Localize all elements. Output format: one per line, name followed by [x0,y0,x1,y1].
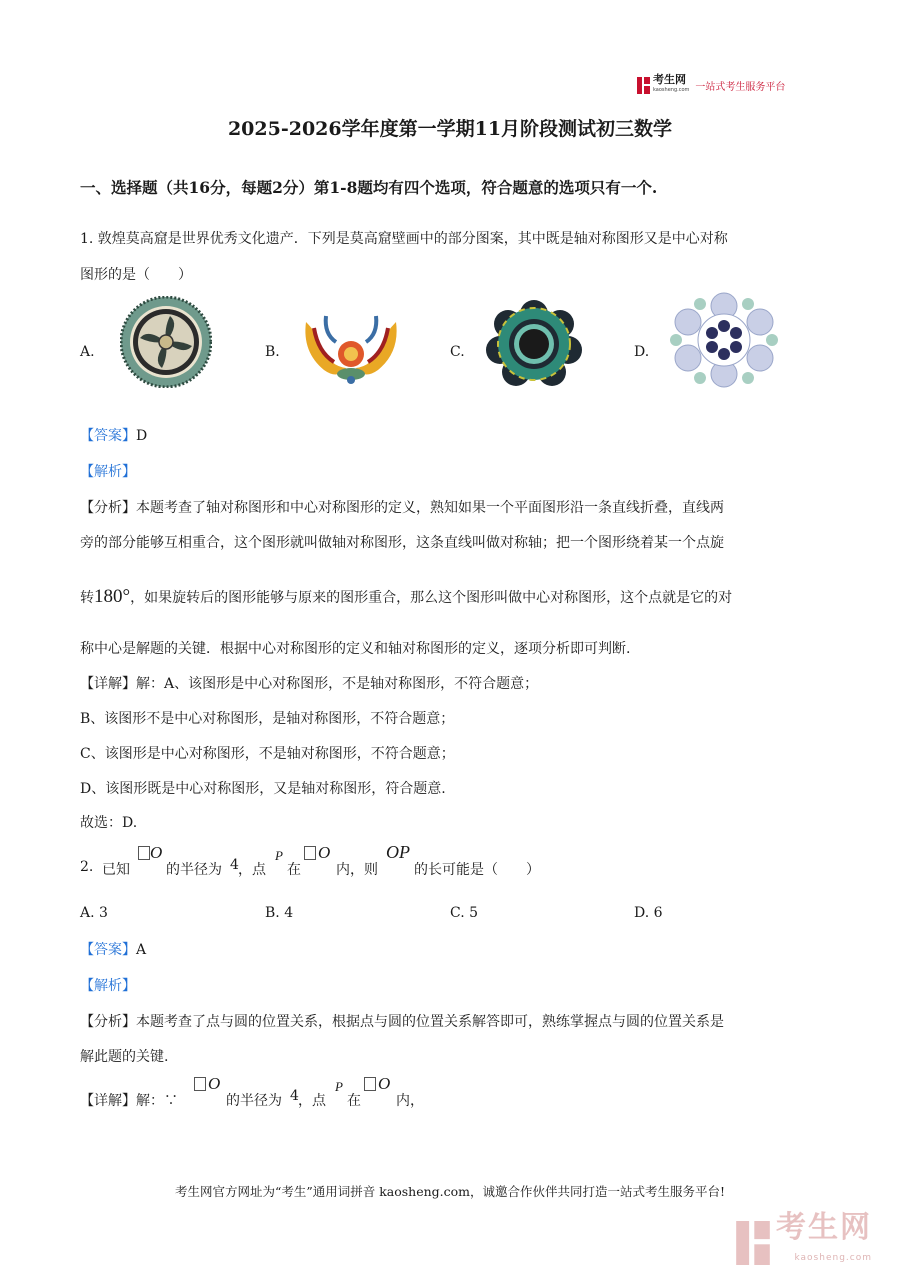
q1-detail-line1: 【详解】解：A、该图形是中心对称图形，不是轴对称图形，不符合题意； [80,676,539,692]
q1-analysis-line3: 转180°，如果旋转后的图形能够与原来的图形重合，那么这个图形叫做中心对称图形，这个点就是它的对 [80,586,733,607]
q2-option-a: A. 3 [80,905,108,921]
q1-option-a-label: A. [80,344,95,360]
q2-analysis-line1: 【分析】本题考查了点与圆的位置关系，根据点与圆的位置关系解答即可，熟练掌握点与圆的位置关系是 [80,1014,724,1030]
q1-detail-line3: C、该图形是中心对称图形，不是轴对称图形，不符合题意； [80,746,455,762]
q1-stem-line1: 1. 敦煌莫高窟是世界优秀文化遗产．下列是莫高窟壁画中的部分图案，其中既是轴对称图形又是中心对称 [80,231,728,247]
circle-symbol-icon [304,846,316,860]
q1-conclusion: 故选：D. [80,815,138,831]
circle-symbol-icon [364,1077,376,1091]
brand-slogan: 一站式考生服务平台 [695,81,786,93]
q2-answer: 【答案】A [80,942,147,958]
q1-option-b-label: B. [265,344,280,360]
q1-answer: 【答案】D [80,428,148,444]
q1-option-d-label: D. [634,344,650,360]
section-heading: 一、选择题（共16分，每题2分）第1-8题均有四个选项，符合题意的选项只有一个. [80,178,658,197]
q1-figure-a [120,296,212,388]
q1-figure-b [300,308,402,388]
header-logo[interactable] [637,74,785,96]
q1-figure-c [486,300,582,386]
q2-analysis-line2: 解此题的关键. [80,1049,169,1065]
q2-option-b: B. 4 [265,905,294,921]
q2-option-c: C. 5 [450,905,479,921]
q1-analysis-line1: 【分析】本题考查了轴对称图形和中心对称图形的定义，熟知如果一个平面图形沿一条直线折叠，直线两 [80,500,724,516]
q1-analysis-line4: 称中心是解题的关键．根据中心对称图形的定义和轴对称图形的定义，逐项分析即可判断. [80,641,631,657]
q1-stem-line2: 图形的是（ ） [80,267,192,283]
q1-figure-d [668,292,780,388]
q1-detail-line4: D、该图形既是中心对称图形，又是轴对称图形，符合题意. [80,781,446,797]
q1-analysis-line2: 旁的部分能够互相重合，这个图形就叫做轴对称图形，这条直线叫做对称轴；把一个图形绕着某一个点旋 [80,535,724,551]
footer-text[interactable]: 考生网官方网址为“考生”通用词拼音 kaosheng.com，诚邀合作伙伴共同打造一站式考生服务平台! [174,1184,726,1199]
angle-180: 180° [94,586,131,607]
q1-jiexi-label: 【解析】 [80,464,136,480]
q2-jiexi-label: 【解析】 [80,978,136,994]
q1-detail-line2: B、该图形不是中心对称图形，是轴对称图形，不符合题意； [80,711,455,727]
kaosheng-logo-icon [637,77,650,94]
brand-name: 考生网 kaosheng.com [653,73,690,93]
circle-symbol-icon [194,1077,206,1091]
q2-option-d: D. 6 [634,905,663,921]
watermark-logo: 考生网 kaosheng.com [736,1213,872,1273]
page-title: 2025-2026学年度第一学期11月阶段测试初三数学 [227,118,673,140]
q1-option-c-label: C. [450,344,465,360]
circle-symbol-icon [138,846,150,860]
kaosheng-watermark-icon [736,1221,770,1265]
